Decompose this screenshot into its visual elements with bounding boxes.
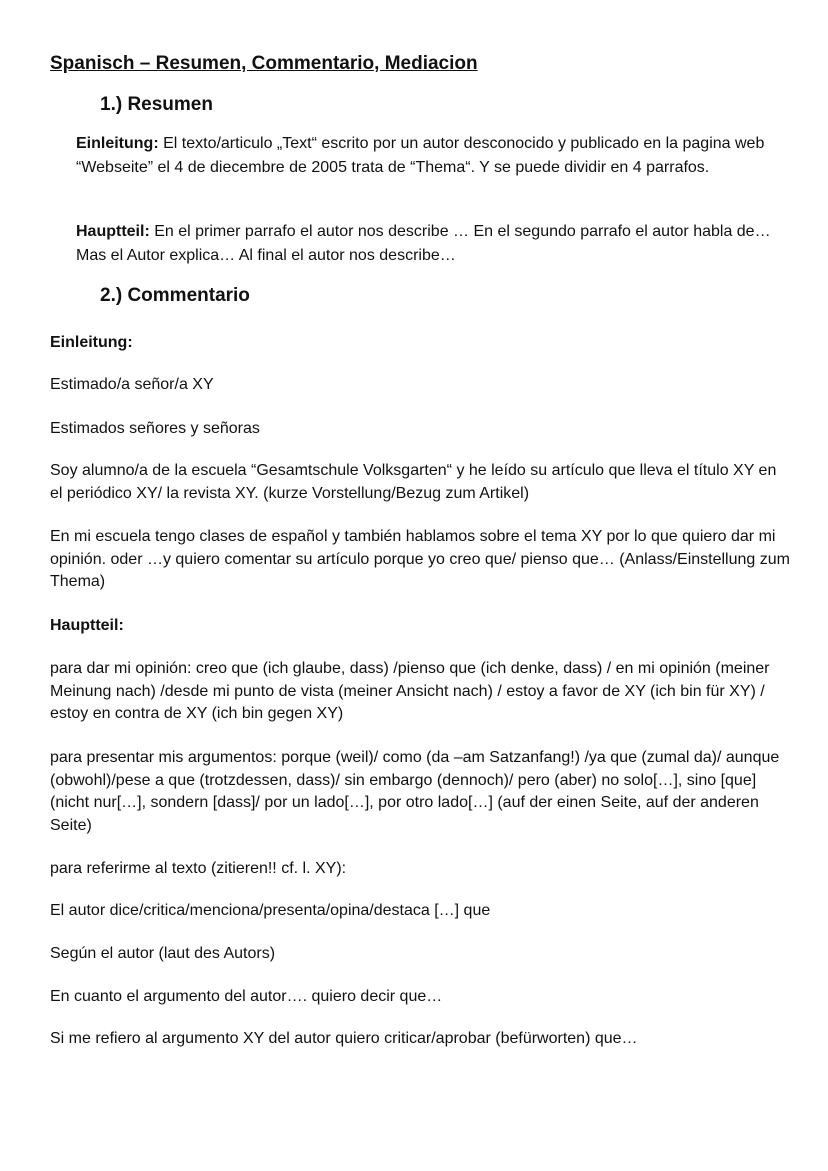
section-heading-resumen: 1.) Resumen xyxy=(100,94,213,115)
if-i-refer-line: Si me refiero al argumento XY del autor quiero criticar/aprobar (befürworten) que… xyxy=(50,1030,638,1047)
greeting-line-1: Estimado/a señor/a XY xyxy=(50,376,214,393)
intro-paragraph-1: Soy alumno/a de la escuela “Gesamtschule Volksgarten“ y he leído su artículo que lleva el título XY en el periódico XY/ la revista XY. (kurze Vorstellung/Bezug zum Artikel) xyxy=(50,462,777,502)
regarding-argument-line: En cuanto el argumento del autor…. quiero decir que… xyxy=(50,988,443,1005)
document-title: Spanisch – Resumen, Commentario, Mediacion xyxy=(50,53,478,74)
greeting-line-2: Estimados señores y señoras xyxy=(50,420,260,437)
author-says-line: El autor dice/critica/menciona/presenta/opina/destaca […] que xyxy=(50,902,491,919)
according-author-line: Según el autor (laut des Autors) xyxy=(50,945,276,962)
argument-phrases-paragraph: para presentar mis argumentos: porque (weil)/ como (da –am Satzanfang!) /ya que (zumal da)/ aunque (obwohl)/pese a que (trotzdessen, dass)/ sin embargo (dennoch)/ pero (aber) no solo[…], sino [que] (nicht nur[…], sondern [dass]/ por un lado[…], por otro lado[…] (auf der einen Seite, auf der anderen Seite) xyxy=(50,749,780,834)
section-heading-commentario: 2.) Commentario xyxy=(100,285,250,306)
resumen-hauptteil-paragraph xyxy=(76,220,796,268)
resumen-einleitung-paragraph xyxy=(76,132,796,180)
resumen-einleitung-label: Einleitung: xyxy=(76,135,159,152)
resumen-einleitung-text: El texto/articulo „Text“ escrito por un autor desconocido y publicado en la pagina web “Webseite” el 4 de diecembre de 2005 trata de “Thema“. Y se puede dividir en 4 parrafos. xyxy=(76,135,765,176)
resumen-hauptteil-label: Hauptteil: xyxy=(76,223,150,240)
resumen-hauptteil-text: En el primer parrafo el autor nos describe … En el segundo parrafo el autor habla de… Mas el Autor explica… Al final el autor nos describe… xyxy=(76,223,771,264)
commentario-hauptteil-label: Hauptteil: xyxy=(50,617,124,634)
intro-paragraph-2: En mi escuela tengo clases de español y también hablamos sobre el tema XY por lo que quiero dar mi opinión. oder …y quiero comentar su artículo porque yo creo que/ pienso que… (Anlass/Einstellung zum Thema) xyxy=(50,528,790,590)
opinion-phrases-paragraph: para dar mi opinión: creo que (ich glaube, dass) /pienso que (ich denke, dass) / en mi opinión (meiner Meinung nach) /desde mi punto de vista (meiner Ansicht nach) / estoy a favor de XY (ich bin für XY) / estoy en contra de XY (ich bin gegen XY) xyxy=(50,660,770,722)
commentario-einleitung-label: Einleitung: xyxy=(50,334,133,351)
referring-text-line: para referirme al texto (zitieren!! cf. l. XY): xyxy=(50,860,347,877)
